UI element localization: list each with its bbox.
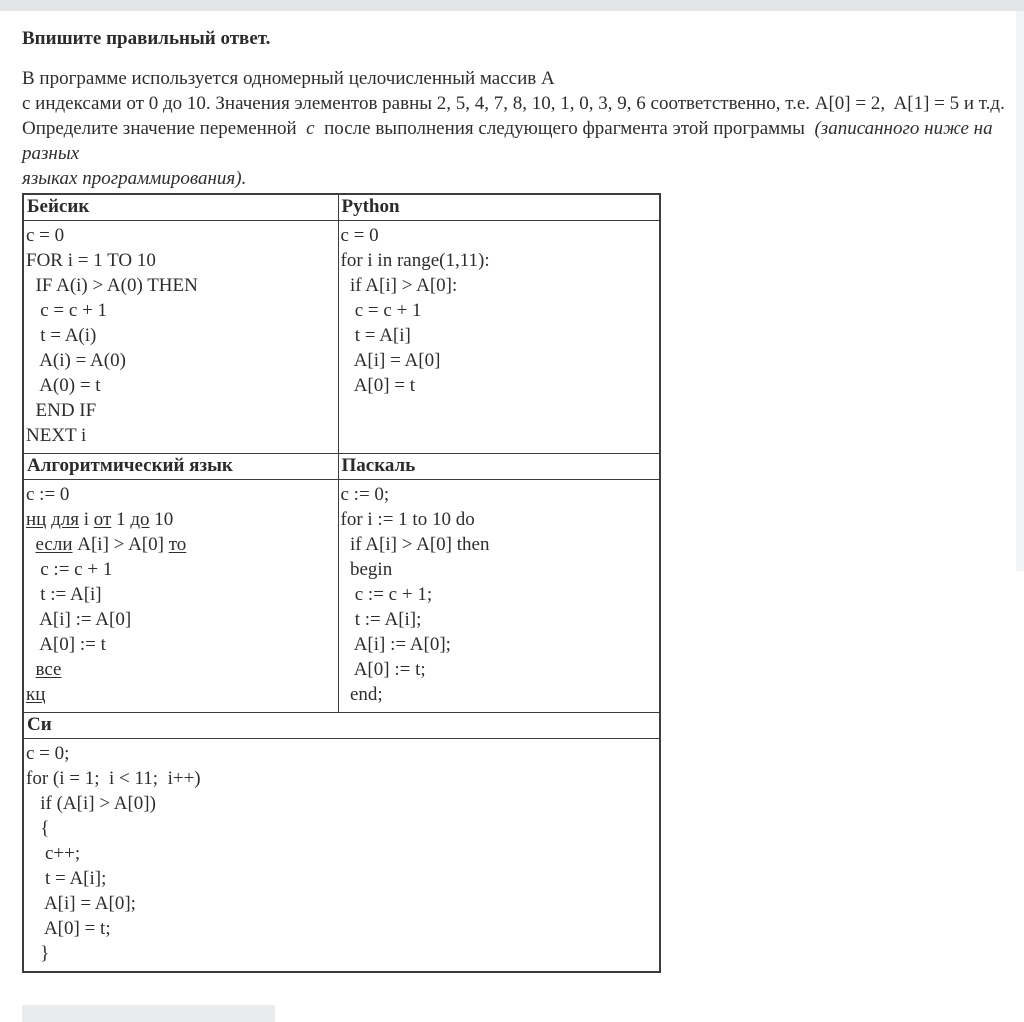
code-cell-basic: c = 0 FOR i = 1 TO 10 IF A(i) > A(0) THEN c = c + 1 t = A(i) A(i) = A(0) A(0) = t END IF NEXT i <box>23 221 338 454</box>
lang-header-algorithmic: Алгоритмический язык <box>23 454 338 480</box>
table-row-code-1 <box>23 221 660 454</box>
table-row-header-3 <box>23 713 660 739</box>
lang-header-pascal: Паскаль <box>338 454 660 480</box>
lang-header-basic: Бейсик <box>23 194 338 221</box>
table-row-header-1 <box>23 194 660 221</box>
top-bar <box>0 0 1024 11</box>
problem-statement: В программе используется одномерный целочисленный массив A с индексами от 0 до 10. Значения элементов равны 2, 5, 4, 7, 8, 10, 1, 0, 3, 9, 6 соответственно, т.е. A[0] = 2, A[1] = 5 и т.д. Определите значение переменной c после выполнения следующего фрагмента этой программы (записанного ниже на разных языках программирования). <box>22 68 1005 189</box>
lang-header-python: Python <box>338 194 660 221</box>
code-cell-algorithmic: c := 0 нц для i от 1 до 10 если A[i] > A[0] то c := c + 1 t := A[i] A[i] := A[0] A[0] := t все кц <box>23 480 338 713</box>
code-table <box>22 193 661 973</box>
table-row-code-2 <box>23 480 660 713</box>
code-cell-pascal: c := 0; for i := 1 to 10 do if A[i] > A[0] then begin c := c + 1; t := A[i]; A[i] := A[0]; A[0] := t; end; <box>338 480 660 713</box>
quiz-content <box>22 11 1024 1022</box>
table-row-code-3 <box>23 739 660 973</box>
table-row-header-2 <box>23 454 660 480</box>
lang-header-c: Си <box>23 713 660 739</box>
answer-input[interactable] <box>22 1005 275 1022</box>
code-cell-python: c = 0 for i in range(1,11): if A[i] > A[0]: c = c + 1 t = A[i] A[i] = A[0] A[0] = t <box>338 221 660 454</box>
code-cell-c: c = 0; for (i = 1; i < 11; i++) if (A[i] > A[0]) { c++; t = A[i]; A[i] = A[0]; A[0] = t; } <box>23 739 660 973</box>
prompt-title: Впишите правильный ответ. <box>22 28 271 49</box>
